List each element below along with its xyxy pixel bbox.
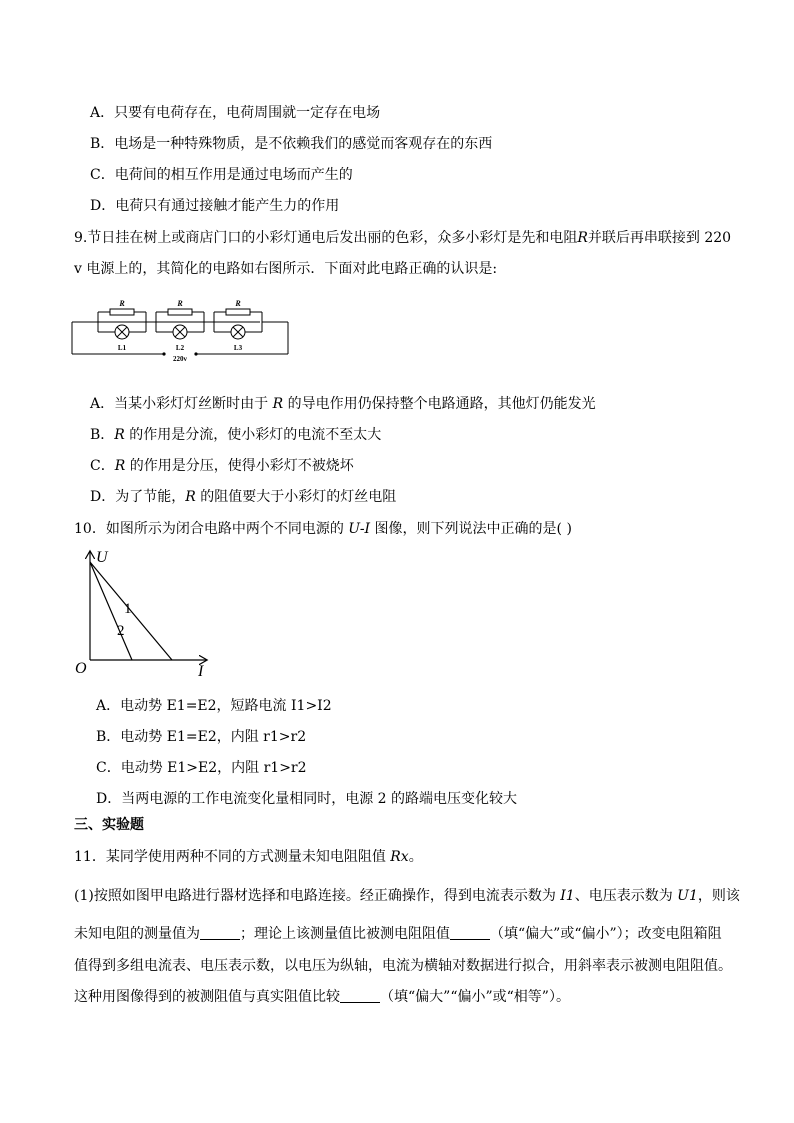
y-axis-label: U [96, 549, 108, 566]
q9-option-d [90, 488, 396, 506]
stem-text: 图像，则下列说法中正确的是( ) [370, 521, 572, 537]
paragraph-text: 这种用图像得到的被测阻值与真实阻值比较 [74, 989, 340, 1005]
resistor-label: R [177, 299, 183, 308]
option-key: C． [96, 760, 121, 776]
stem-text: 并联后再串联接到 220 [587, 230, 732, 246]
stem-text: 9.节日挂在树上或商店门口的小彩灯通电后发出丽的色彩，众多小彩灯是先和电阻 [74, 230, 578, 246]
option-key: C． [90, 458, 115, 474]
x-axis-label: I [198, 663, 204, 678]
option-key: B． [90, 136, 115, 152]
q10-option-b [96, 728, 306, 746]
variable-r: R [577, 230, 588, 246]
option-text: 电动势 E1>E2，内阻 r1>r2 [120, 760, 307, 776]
q8-option-c [90, 166, 353, 184]
lamp-label: L1 [117, 344, 127, 352]
option-text: 电动势 E1=E2，内阻 r1>r2 [120, 729, 307, 745]
option-text: 电场是一种特殊物质，是不依赖我们的感觉而客观存在的东西 [114, 136, 493, 152]
paragraph-text: 未知电阻的测量值为 [74, 926, 200, 942]
q8-option-a [90, 104, 380, 122]
q10-stem [74, 520, 572, 538]
q11-paragraph-line4 [74, 988, 570, 1006]
variable-r: R [272, 396, 284, 412]
option-text: 当两电源的工作电流变化量相同时，电源 2 的路端电压变化较大 [121, 791, 518, 807]
section-heading: 三、实验题 [74, 817, 144, 833]
q9-option-b [90, 426, 381, 444]
answer-blank-2[interactable] [450, 927, 490, 940]
lamp-label: L3 [233, 344, 243, 352]
line-1-label: 1 [124, 601, 132, 617]
paragraph-text: ；理论上该测量值比被测电阻阻值 [240, 926, 450, 942]
resistor-label: R [235, 299, 241, 308]
lamp-label: L2 [175, 344, 185, 352]
stem-text: 10．如图所示为闭合电路中两个不同电源的 [74, 521, 349, 537]
line-2-label: 2 [117, 623, 125, 639]
option-text: 电动势 E1=E2，短路电流 I1>I2 [120, 698, 332, 714]
q10-option-c [96, 759, 307, 777]
q10-option-a [96, 697, 332, 715]
option-key: B． [90, 427, 115, 443]
variable-rx: Rx [390, 849, 409, 865]
q11-paragraph-line2 [74, 925, 722, 943]
option-key: D． [96, 791, 122, 807]
option-key: D． [90, 198, 116, 214]
q9-option-c [90, 457, 354, 475]
q8-option-d [90, 197, 339, 215]
q11-paragraph-line3: 值得到多组电流表、电压表示数，以电压为纵轴，电流为横轴对数据进行拟合，用斜率表示被测电阻阻值。 [74, 958, 732, 974]
option-key: A． [90, 105, 115, 121]
option-text: 当某小彩灯灯丝断时由于 [114, 396, 273, 412]
option-text: 的作用是分压，使得小彩灯不被烧坏 [125, 458, 354, 474]
q11-stem [74, 848, 423, 866]
variable-r: R [185, 489, 196, 505]
paragraph-text: ，则该 [697, 888, 740, 904]
q10-option-d [96, 790, 517, 808]
q11-paragraph-line1 [74, 887, 740, 905]
option-text: 的作用是分流，使小彩灯的电流不至太大 [124, 427, 382, 443]
variable-r: R [114, 458, 126, 474]
paragraph-text: (1)按照如图甲电路进行器材选择和电路连接。经正确操作，得到电流表示数为 [74, 888, 561, 904]
variable-u-i: U-I [348, 521, 371, 537]
q9-option-a [90, 395, 596, 413]
paragraph-text: （填“偏大”“偏小”或“相等”）。 [380, 989, 570, 1005]
u-i-graph [70, 546, 220, 678]
option-text: 电荷只有通过接触才能产生力的作用 [115, 198, 340, 214]
answer-blank-1[interactable] [200, 927, 240, 940]
stem-text: 。 [408, 849, 423, 865]
option-key: D． [90, 489, 116, 505]
option-key: A． [96, 698, 121, 714]
q9-stem-line1 [74, 229, 731, 247]
option-key: B． [96, 729, 121, 745]
stem-text: 11．某同学使用两种不同的方式测量未知电阻阻值 [74, 849, 391, 865]
variable-u1: U1 [677, 888, 698, 904]
series-parallel-circuit-diagram [60, 298, 300, 364]
origin-label: O [75, 660, 87, 677]
variable-i1: I1 [560, 888, 575, 904]
paragraph-text: （填“偏大”或“偏小”）；改变电阻箱阻 [490, 926, 722, 942]
resistor-label: R [119, 299, 125, 308]
answer-blank-3[interactable] [340, 990, 380, 1003]
option-text: 的阻值要大于小彩灯的灯丝电阻 [195, 489, 397, 505]
q8-option-b [90, 135, 492, 153]
option-text: 电荷间的相互作用是通过电场而产生的 [114, 167, 353, 183]
option-key: C． [90, 167, 115, 183]
option-text: 为了节能， [115, 489, 186, 505]
option-key: A． [90, 396, 115, 412]
supply-voltage-label: 220v [173, 355, 187, 363]
variable-r: R [114, 427, 125, 443]
option-text: 的导电作用仍保持整个电路通路，其他灯仍能发光 [283, 396, 596, 412]
option-text: 只要有电荷存在，电荷周围就一定存在电场 [114, 105, 381, 121]
q9-stem-line2: v 电源上的，其简化的电路如右图所示．下面对此电路正确的认识是: [74, 261, 498, 277]
paragraph-text: 、电压表示数为 [574, 888, 678, 904]
